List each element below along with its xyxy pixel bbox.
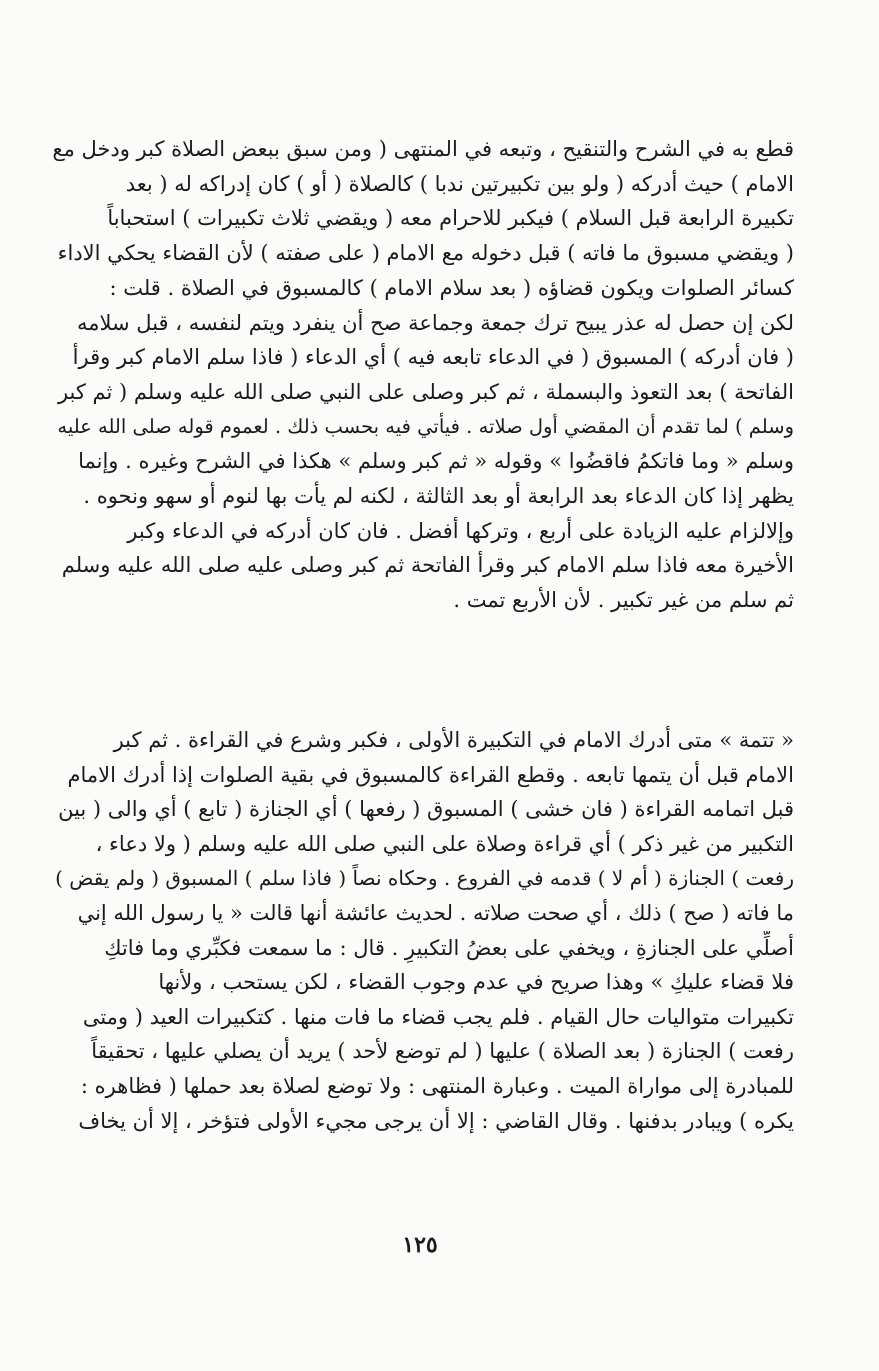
paragraph1-line: الفاتحة ) بعد التعوذ والبسملة ، ثم كبر وصلى على النبي صلى الله عليه وسلم ( ثم كبر [57,379,794,404]
paragraph1-line: قطع به في الشرح والتنقيح ، وتبعه في المنتهى ( ومن سبق ببعض الصلاة كبر ودخل مع [52,137,794,161]
paragraph2-line: التكبير من غير ذكر ) أي قراءة وصلاة على النبي صلى الله عليه وسلم ( ولا دعاء ، [95,831,794,856]
paragraph1-line: الأخيرة معه فاذا سلم الامام كبر وقرأ الفاتحة ثم كبر وصلى عليه صلى الله عليه وسلم [61,553,794,578]
paragraph2-line: رفعت ) الجنازة ( بعد الصلاة ) عليها ( لم توضع لأحد ) يريد أن يصلي عليها ، تحقيقاً [91,1039,794,1064]
page-number: ١٢٥ [402,1232,438,1258]
paragraph1-line: كسائر الصلوات ويكون قضاؤه ( بعد سلام الامام ) كالمسبوق في الصلاة . قلت : [109,275,794,300]
paragraph1-line: وسلم ) لما تقدم أن المقضي أول صلاته . فيأتي فيه بحسب ذلك . لعموم قوله صلى الله عليه [57,414,794,438]
paragraph2-line: « تتمة » متى أدرك الامام في التكبيرة الأولى ، فكبر وشرع في القراءة . ثم كبر [113,728,794,752]
paragraph2-line: رفعت ) الجنازة ( أم لا ) قدمه في الفروع . وحكاه نصاً ( فاذا سلم ) المسبوق ( ولم يقض ) [55,866,794,891]
paragraph-tatimma [40,723,794,1138]
paragraph1-line: تكبيرة الرابعة قبل السلام ) فيكبر للاحرام معه ( ويقضي ثلاث تكبيرات ) استحباباً [107,206,794,231]
paragraph1-line: وسلم « وما فاتكمُ فاقضُوا » وقوله « ثم كبر وسلم » هكذا في الشرح وغيره . وإنما [78,449,794,474]
paragraph1-line: الامام ) حيث أدركه ( ولو بين تكبيرتين ندبا ) كالصلاة ( أو ) كان إدراكه له ( بعد [125,171,794,196]
paragraph2-line: تكبيرات متواليات حال القيام . فلم يجب قضاء ما فات منها . كتكبيرات العيد ( ومتى [82,1004,794,1029]
paragraph2-line: ما فاته ( صح ) ذلك ، أي صحت صلاته . لحديث عائشة أنها قالت « يا رسول الله إني [77,900,794,925]
paragraph2-line: الامام قبل أن يتمها تابعه . وقطع القراءة كالمسبوق في بقية الصلوات إذا أدرك الامام [67,762,794,787]
paragraph1-line: ( فان أدركه ) المسبوق ( في الدعاء تابعه فيه ) أي الدعاء ( فاذا سلم الامام كبر وقرأ [72,345,794,370]
paragraph1-line: يظهر إذا كان الدعاء بعد الرابعة أو بعد الثالثة ، لكنه لم يأت بها لنوم أو سهو ونحوه . [83,484,794,509]
paragraph1-line: ( ويقضي مسبوق ما فاته ) قبل دخوله مع الامام ( على صفته ) لأن القضاء يحكي الاداء [57,241,794,266]
paragraph1-line: ثم سلم من غير تكبير . لأن الأربع تمت . [453,588,794,613]
paragraph2-line: للمبادرة إلى مواراة الميت . وعبارة المنتهى : ولا توضع لصلاة بعد حملها ( فظاهره : [80,1073,794,1098]
paragraph-main [40,132,794,618]
paragraph1-line: لكن إن حصل له عذر يبيح ترك جمعة وجماعة صح أن ينفرد ويتم لنفسه ، قبل سلامه [77,310,794,335]
paragraph1-line: وإلالزام عليه الزيادة على أربع ، وتركها أفضل . فان كان أدركه في الدعاء وكبر [127,518,794,543]
paragraph2-line: قبل اتمامه القراءة ( فان خشى ) المسبوق ( رفعها ) أي الجنازة ( تابع ) أي والى ( بين [58,797,794,822]
paragraph2-line: فلا قضاء عليكِ » وهذا صريح في عدم وجوب القضاء ، لكن يستحب ، ولأنها [158,970,794,995]
paragraph2-line: يكره ) ويبادر بدفنها . وقال القاضي : إلا أن يرجى مجيء الأولى فتؤخر ، إلا أن يخاف [78,1108,794,1133]
paragraph2-line: أصلِّي على الجنازةِ ، ويخفي على بعضُ التكبيرِ . قال : ما سمعت فكبِّري وما فاتكِ [104,935,794,960]
